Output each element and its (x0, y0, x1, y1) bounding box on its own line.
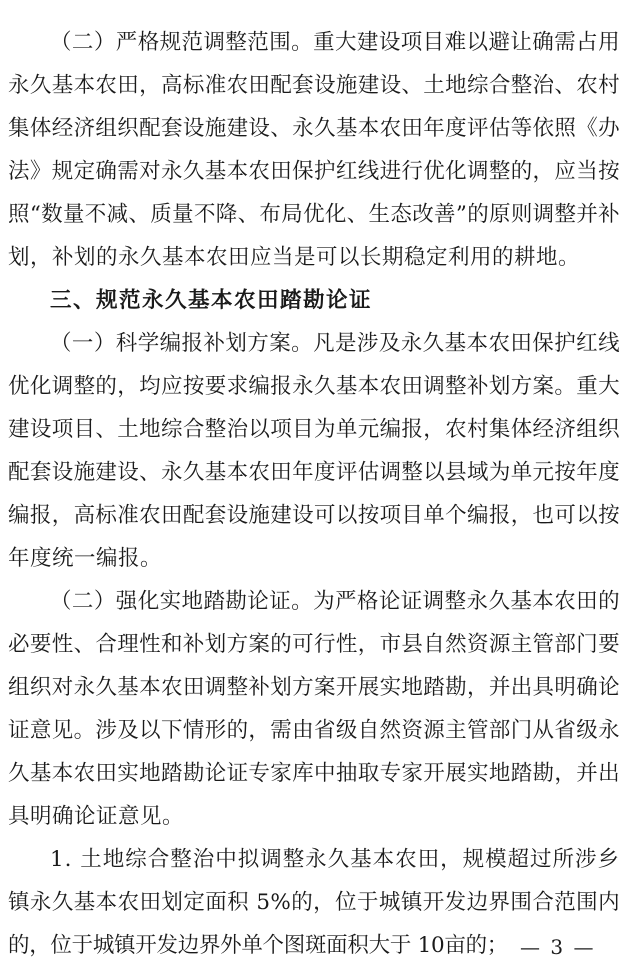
paragraph-line-15: 必要性、合理性和补划方案的可行性，市县自然资源主管部门要 (8, 632, 620, 657)
paragraph-line-13: 年度统一编报。 (8, 546, 163, 571)
paragraph-line-10: 建设项目、土地综合整治以项目为单元编报，农村集体经济组织 (8, 417, 620, 442)
paragraph-line-11: 配套设施建设、永久基本农田年度评估调整以县域为单元按年度 (8, 460, 620, 485)
paragraph-line-12: 编报，高标准农田配套设施建设可以按项目单个编报，也可以按 (8, 503, 620, 528)
paragraph-line-22: 的，位于城镇开发边界外单个图斑面积大于 10亩的； (8, 933, 508, 958)
section-heading: 三、规范永久基本农田踏勘论证 (50, 288, 373, 313)
paragraph-line-17: 证意见。涉及以下情形的，需由省级自然资源主管部门从省级永 (8, 718, 620, 743)
paragraph-line-20: 1. 土地综合整治中拟调整永久基本农田，规模超过所涉乡 (50, 847, 620, 872)
paragraph-line-2: 永久基本农田，高标准农田配套设施建设、土地综合整治、农村 (8, 73, 620, 98)
paragraph-line-9: 优化调整的，均应按要求编报永久基本农田调整补划方案。重大 (8, 374, 620, 399)
paragraph-line-1: （二）严格规范调整范围。重大建设项目难以避让确需占用 (50, 30, 620, 55)
paragraph-line-5: 照“数量不减、质量不降、布局优化、生态改善”的原则调整并补 (8, 202, 620, 227)
paragraph-line-6: 划，补划的永久基本农田应当是可以长期稳定利用的耕地。 (8, 245, 581, 270)
page-number: — 3 — (520, 935, 596, 959)
paragraph-line-14: （二）强化实地踏勘论证。为严格论证调整永久基本农田的 (50, 589, 620, 614)
paragraph-line-8: （一）科学编报补划方案。凡是涉及永久基本农田保护红线 (50, 331, 620, 356)
paragraph-line-4: 法》规定确需对永久基本农田保护红线进行优化调整的，应当按 (8, 159, 620, 184)
paragraph-line-19: 具明确论证意见。 (8, 804, 185, 829)
paragraph-line-3: 集体经济组织配套设施建设、永久基本农田年度评估等依照《办 (8, 116, 620, 141)
paragraph-line-21: 镇永久基本农田划定面积 5%的，位于城镇开发边界围合范围内 (8, 890, 620, 915)
paragraph-line-18: 久基本农田实地踏勘论证专家库中抽取专家开展实地踏勘，并出 (8, 761, 620, 786)
paragraph-line-16: 组织对永久基本农田调整补划方案开展实地踏勘，并出具明确论 (8, 675, 620, 700)
